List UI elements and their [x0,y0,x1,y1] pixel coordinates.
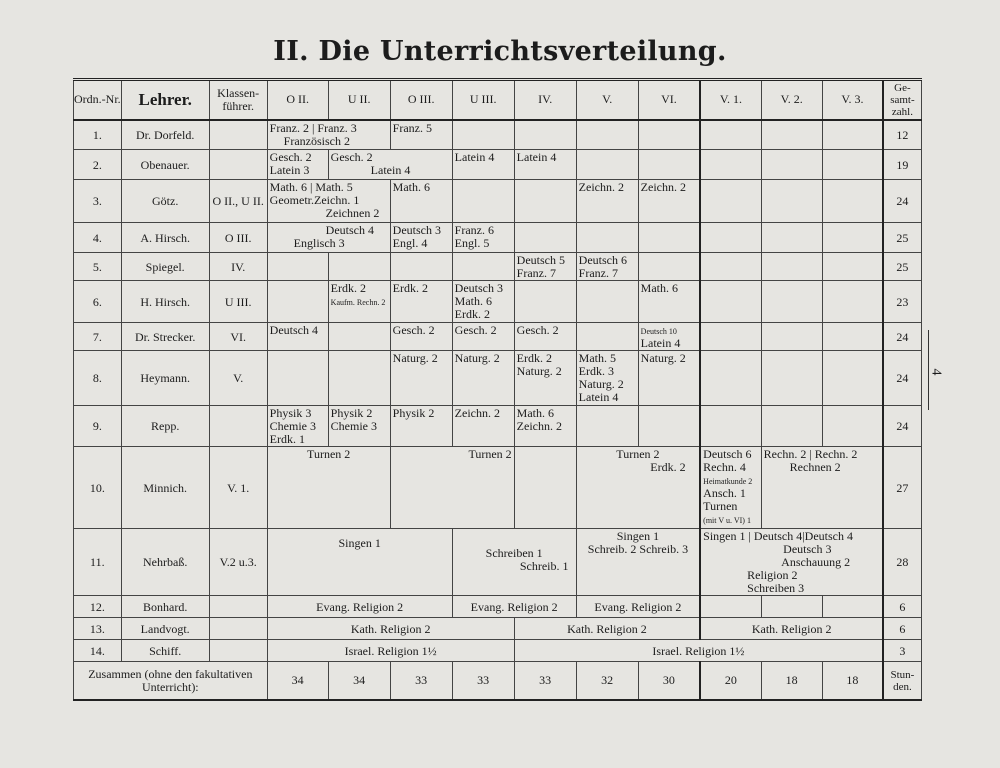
cell-r13-b: Kath. Religion 2 [514,618,700,640]
cell-empty [700,120,761,150]
cell-text: Deutsch 5 [516,253,565,267]
cell-text: Deutsch 3 [454,281,503,295]
cell-empty [452,120,514,150]
row-nr: 14. [74,640,122,662]
cell-text: Zeichn. 2 [516,419,562,433]
row-klassenfuehrer [209,150,267,180]
row-total: 25 [883,253,921,281]
cell-text: Französisch 2 [283,133,350,148]
row-lehrer: H. Hirsch. [121,281,209,323]
cell-r12-a: Evang. Religion 2 [267,596,452,618]
cell-empty [761,253,822,281]
page-title: II. Die Unterrichtsverteilung. [273,36,727,67]
cell-r11-v123: Singen 1 | Deutsch 4|Deutsch 4 Deutsch 3 Anschauung 2 Religion 2 Schreiben 3 [700,529,883,596]
row-nr: 9. [74,406,122,447]
cell-empty [328,253,390,281]
cell-r10-v1 [700,447,761,529]
cell-text: Math. 6 [516,406,555,420]
row-klassenfuehrer [209,618,267,640]
table-row [74,529,922,596]
summary-unit: Stun-den. [883,662,921,700]
cell-text: Gesch. 2 [330,150,373,164]
cell-empty [822,180,883,223]
summary-row [74,662,922,700]
cell-text: Erdk. 1 [269,432,305,446]
cell-r4-oiii [390,223,452,253]
summary-value: 34 [267,662,328,700]
cell-empty [328,351,390,406]
summary-value: 33 [452,662,514,700]
cell-r4-oii-uii [267,223,390,253]
row-nr: 2. [74,150,122,180]
cell-text: (mit V u. VI) 1 [703,516,751,525]
row-nr: 1. [74,120,122,150]
cell-text: Erdk. 3 [578,364,614,378]
cell-text: Deutsch 6 [578,253,627,267]
cell-r9-oii [267,406,328,447]
cell-empty [761,120,822,150]
cell-r6-oiii: Erdk. 2 [390,281,452,323]
summary-label: Zusammen (ohne den fakultativen Unterricht): [74,662,268,700]
cell-text: Deutsch 4 [325,223,374,237]
row-nr: 11. [74,529,122,596]
header-row [74,80,922,120]
cell-r6-uii [328,281,390,323]
row-klassenfuehrer [209,596,267,618]
cell-text: Deutsch 3 [392,223,441,237]
cell-empty [514,281,576,323]
row-total: 24 [883,323,921,351]
cell-empty [638,406,700,447]
cell-r10-oiii-uiii [390,447,514,529]
cell-text: Franz. 3 [317,120,357,135]
table-row [74,618,922,640]
cell-text: Englisch 3 [293,236,345,250]
row-klassenfuehrer: V. 1. [209,447,267,529]
summary-value: 20 [700,662,761,700]
cell-empty [514,120,576,150]
header-class-vi: VI. [638,80,700,120]
row-klassenfuehrer: V.2 u.3. [209,529,267,596]
cell-text: Turnen 2 [616,447,660,461]
row-lehrer: Repp. [121,406,209,447]
cell-text: Latein 4 [578,390,619,404]
cell-r9-uiii: Zeichn. 2 [452,406,514,447]
cell-empty [328,323,390,351]
row-total: 28 [883,529,921,596]
cell-text: Erdk. 2 [516,351,552,365]
cell-empty [761,596,822,618]
table-row [74,596,922,618]
cell-r4-uiii [452,223,514,253]
cell-text: Singen 1 [338,536,381,550]
cell-r14-b: Israel. Religion 1½ [514,640,883,662]
cell-r11-schreiben [452,529,576,596]
row-nr: 5. [74,253,122,281]
cell-r3-vi: Zeichn. 2 [638,180,700,223]
row-lehrer: Dr. Dorfeld. [121,120,209,150]
table-row [74,253,922,281]
cell-text: Latein 3 [269,163,310,177]
row-total: 3 [883,640,921,662]
cell-empty [700,596,761,618]
cell-empty [267,351,328,406]
row-lehrer: A. Hirsch. [121,223,209,253]
cell-empty [576,323,638,351]
table-row [74,150,922,180]
table-row [74,120,922,150]
cell-r8-v [576,351,638,406]
cell-empty [638,120,700,150]
cell-text: Latein 4 [370,163,411,177]
row-total: 6 [883,618,921,640]
cell-empty [514,447,576,529]
summary-value: 32 [576,662,638,700]
row-lehrer: Minnich. [121,447,209,529]
cell-r10-v-vi [576,447,700,529]
table-row [74,180,922,223]
header-class-v2: V. 2. [761,80,822,120]
cell-empty [638,253,700,281]
row-total: 24 [883,180,921,223]
header-class-v3: V. 3. [822,80,883,120]
cell-r1-oii-uii: Franz. 2 | Franz. 3 Französisch 2 [267,120,390,150]
row-total: 12 [883,120,921,150]
row-klassenfuehrer: V. [209,351,267,406]
cell-text: Deutsch 6 [703,447,752,461]
cell-text: Franz. 2 [269,120,309,135]
cell-empty [514,223,576,253]
cell-empty [761,281,822,323]
row-lehrer: Landvogt. [121,618,209,640]
cell-empty [700,223,761,253]
cell-text: Heimatkunde 2 [703,477,753,486]
cell-r12-b: Evang. Religion 2 [452,596,576,618]
cell-r1-oiii: Franz. 5 [390,120,452,150]
cell-text: Turnen 2 [468,447,512,461]
cell-r7-oiii: Gesch. 2 [390,323,452,351]
cell-text: Deutsch 3 [783,542,832,556]
cell-text: Chemie 3 [330,419,377,433]
cell-text: Latein 4 [640,336,681,350]
cell-text: Erdk. 2 [650,460,686,474]
cell-text: Math. 5 [578,351,617,365]
table-row [74,447,922,529]
cell-text: Math. 5 [315,180,353,194]
cell-text: Engl. 5 [454,236,490,250]
cell-empty [761,180,822,223]
cell-empty [700,281,761,323]
cell-text: Gesch. 2 [269,150,312,164]
table-row [74,640,922,662]
cell-text: Chemie 3 [269,419,316,433]
cell-text: Zeichnen 2 [325,206,380,220]
cell-text: Franz. 7 [578,266,618,280]
cell-empty [267,253,328,281]
cell-empty [822,150,883,180]
cell-r8-uiii: Naturg. 2 [452,351,514,406]
cell-empty [638,223,700,253]
cell-text: Kaufm. Rechn. 2 [330,298,386,307]
header-class-iv: IV. [514,80,576,120]
header-class-uii: U II. [328,80,390,120]
cell-empty [638,150,700,180]
table-row [74,281,922,323]
row-lehrer: Götz. [121,180,209,223]
cell-r9-uii [328,406,390,447]
header-class-v1: V. 1. [700,80,761,120]
cell-empty [267,281,328,323]
cell-text: Schreiben 3 [747,581,805,595]
page-number: 4 [928,368,944,376]
row-nr: 3. [74,180,122,223]
summary-value: 33 [514,662,576,700]
cell-r9-iv [514,406,576,447]
cell-text: Erdk. 2 [330,281,366,295]
cell-r5-iv [514,253,576,281]
row-klassenfuehrer [209,640,267,662]
cell-text: Naturg. 2 [516,364,562,378]
cell-r11-v-vi [576,529,700,596]
row-klassenfuehrer [209,120,267,150]
cell-text: Religion 2 [747,568,798,582]
row-lehrer: Nehrbaß. [121,529,209,596]
teaching-distribution-table [73,78,922,701]
row-lehrer: Heymann. [121,351,209,406]
row-klassenfuehrer: IV. [209,253,267,281]
cell-r8-iv [514,351,576,406]
cell-r8-vi: Naturg. 2 [638,351,700,406]
header-class-uiii: U III. [452,80,514,120]
cell-r6-vi: Math. 6 [638,281,700,323]
cell-empty [700,150,761,180]
cell-text: Naturg. 2 [578,377,624,391]
header-class-v: V. [576,80,638,120]
row-total: 27 [883,447,921,529]
row-lehrer: Obenauer. [121,150,209,180]
table-row [74,223,922,253]
cell-text: Franz. 6 [454,223,494,237]
summary-value: 34 [328,662,390,700]
cell-r11-singen [267,529,452,596]
cell-empty [761,223,822,253]
cell-empty [822,223,883,253]
cell-text: Math. 6 [269,180,308,194]
cell-empty [452,253,514,281]
cell-empty [700,351,761,406]
cell-empty [700,406,761,447]
cell-text: Rechn. 2 [814,447,858,461]
cell-text: Deutsch 10 [640,327,677,336]
row-lehrer: Dr. Strecker. [121,323,209,351]
header-ordn: Ordn.-Nr. [74,80,122,120]
cell-r10-v2-v3: Rechn. 2 | Rechn. 2 Rechnen 2 [761,447,883,529]
cell-empty [822,406,883,447]
cell-text: Deutsch 4 [804,529,853,543]
row-klassenfuehrer: VI. [209,323,267,351]
cell-r2-oii [267,150,328,180]
cell-r7-oii: Deutsch 4 [267,323,328,351]
header-class-oii: O II. [267,80,328,120]
cell-text: Schreiben 1 [485,546,543,560]
cell-r5-v [576,253,638,281]
cell-r2-iv: Latein 4 [514,150,576,180]
row-total: 23 [883,281,921,323]
row-total: 6 [883,596,921,618]
row-nr: 12. [74,596,122,618]
cell-empty [452,180,514,223]
cell-text: Zeichn. 1 [314,193,360,207]
cell-text: Ansch. 1 [703,486,746,500]
cell-r14-a: Israel. Religion 1½ [267,640,514,662]
cell-r7-vi [638,323,700,351]
cell-r8-oiii: Naturg. 2 [390,351,452,406]
summary-value: 33 [390,662,452,700]
cell-empty [576,223,638,253]
row-nr: 7. [74,323,122,351]
cell-empty [576,120,638,150]
cell-text: Schreib. 3 [639,542,689,556]
row-nr: 8. [74,351,122,406]
cell-empty [576,406,638,447]
cell-empty [390,253,452,281]
cell-r3-v: Zeichn. 2 [576,180,638,223]
cell-text: Rechn. 2 [763,447,807,461]
cell-empty [700,180,761,223]
row-nr: 4. [74,223,122,253]
cell-text: Turnen 2 [307,447,351,461]
row-nr: 6. [74,281,122,323]
cell-text: Schreib. 2 [587,542,637,556]
row-total: 19 [883,150,921,180]
row-total: 25 [883,223,921,253]
cell-r2-uii-oiii [328,150,452,180]
row-klassenfuehrer: O III. [209,223,267,253]
row-klassenfuehrer: U III. [209,281,267,323]
cell-text: Schreib. 1 [519,559,569,573]
cell-empty [822,253,883,281]
header-lehrer: Lehrer. [121,80,209,120]
row-klassenfuehrer [209,406,267,447]
cell-empty [822,351,883,406]
row-total: 24 [883,406,921,447]
cell-r10-oii-uii [267,447,390,529]
row-lehrer: Bonhard. [121,596,209,618]
cell-text: Franz. 7 [516,266,556,280]
cell-text: Erdk. 2 [454,307,490,321]
cell-empty [822,281,883,323]
cell-empty [576,281,638,323]
cell-text: Geometr. [269,193,314,207]
cell-r7-iv: Gesch. 2 [514,323,576,351]
cell-empty [761,150,822,180]
row-nr: 10. [74,447,122,529]
cell-empty [761,406,822,447]
cell-empty [700,323,761,351]
header-gesamtzahl: Ge-samt-zahl. [883,80,921,120]
header-class-oiii: O III. [390,80,452,120]
table-row [74,323,922,351]
cell-r13-a: Kath. Religion 2 [267,618,514,640]
cell-text: Rechn. 4 [703,460,746,474]
cell-empty [822,596,883,618]
cell-text: Physik 3 [269,406,312,420]
cell-text: Deutsch 4 [753,529,803,543]
cell-text: Singen 1 [616,529,660,543]
cell-text: Rechnen 2 [789,460,841,474]
cell-r12-c: Evang. Religion 2 [576,596,700,618]
cell-text: Singen 1 [703,529,746,543]
cell-r2-uiii: Latein 4 [452,150,514,180]
cell-empty [576,150,638,180]
row-lehrer: Spiegel. [121,253,209,281]
cell-text: Math. 6 [454,294,493,308]
cell-r3-oii-uii: Math. 6 | Math. 5 Geometr.Zeichn. 1 Zeichnen 2 [267,180,390,223]
cell-text: Engl. 4 [392,236,428,250]
cell-r6-uiii [452,281,514,323]
row-lehrer: Schiff. [121,640,209,662]
row-klassenfuehrer: O II., U II. [209,180,267,223]
cell-r7-uiii: Gesch. 2 [452,323,514,351]
cell-empty [700,253,761,281]
table-row [74,351,922,406]
cell-r13-c: Kath. Religion 2 [700,618,883,640]
cell-text: Physik 2 [330,406,373,420]
summary-value: 18 [822,662,883,700]
row-nr: 13. [74,618,122,640]
cell-text: Anschauung 2 [781,555,851,569]
cell-empty [822,323,883,351]
cell-empty [761,351,822,406]
summary-value: 18 [761,662,822,700]
cell-empty [822,120,883,150]
row-total: 24 [883,351,921,406]
summary-value: 30 [638,662,700,700]
table-row [74,406,922,447]
cell-r3-oiii: Math. 6 [390,180,452,223]
cell-r9-oiii: Physik 2 [390,406,452,447]
header-klassenfuehrer: Klassen-führer. [209,80,267,120]
cell-empty [514,180,576,223]
cell-text: Turnen [703,499,738,513]
cell-empty [761,323,822,351]
